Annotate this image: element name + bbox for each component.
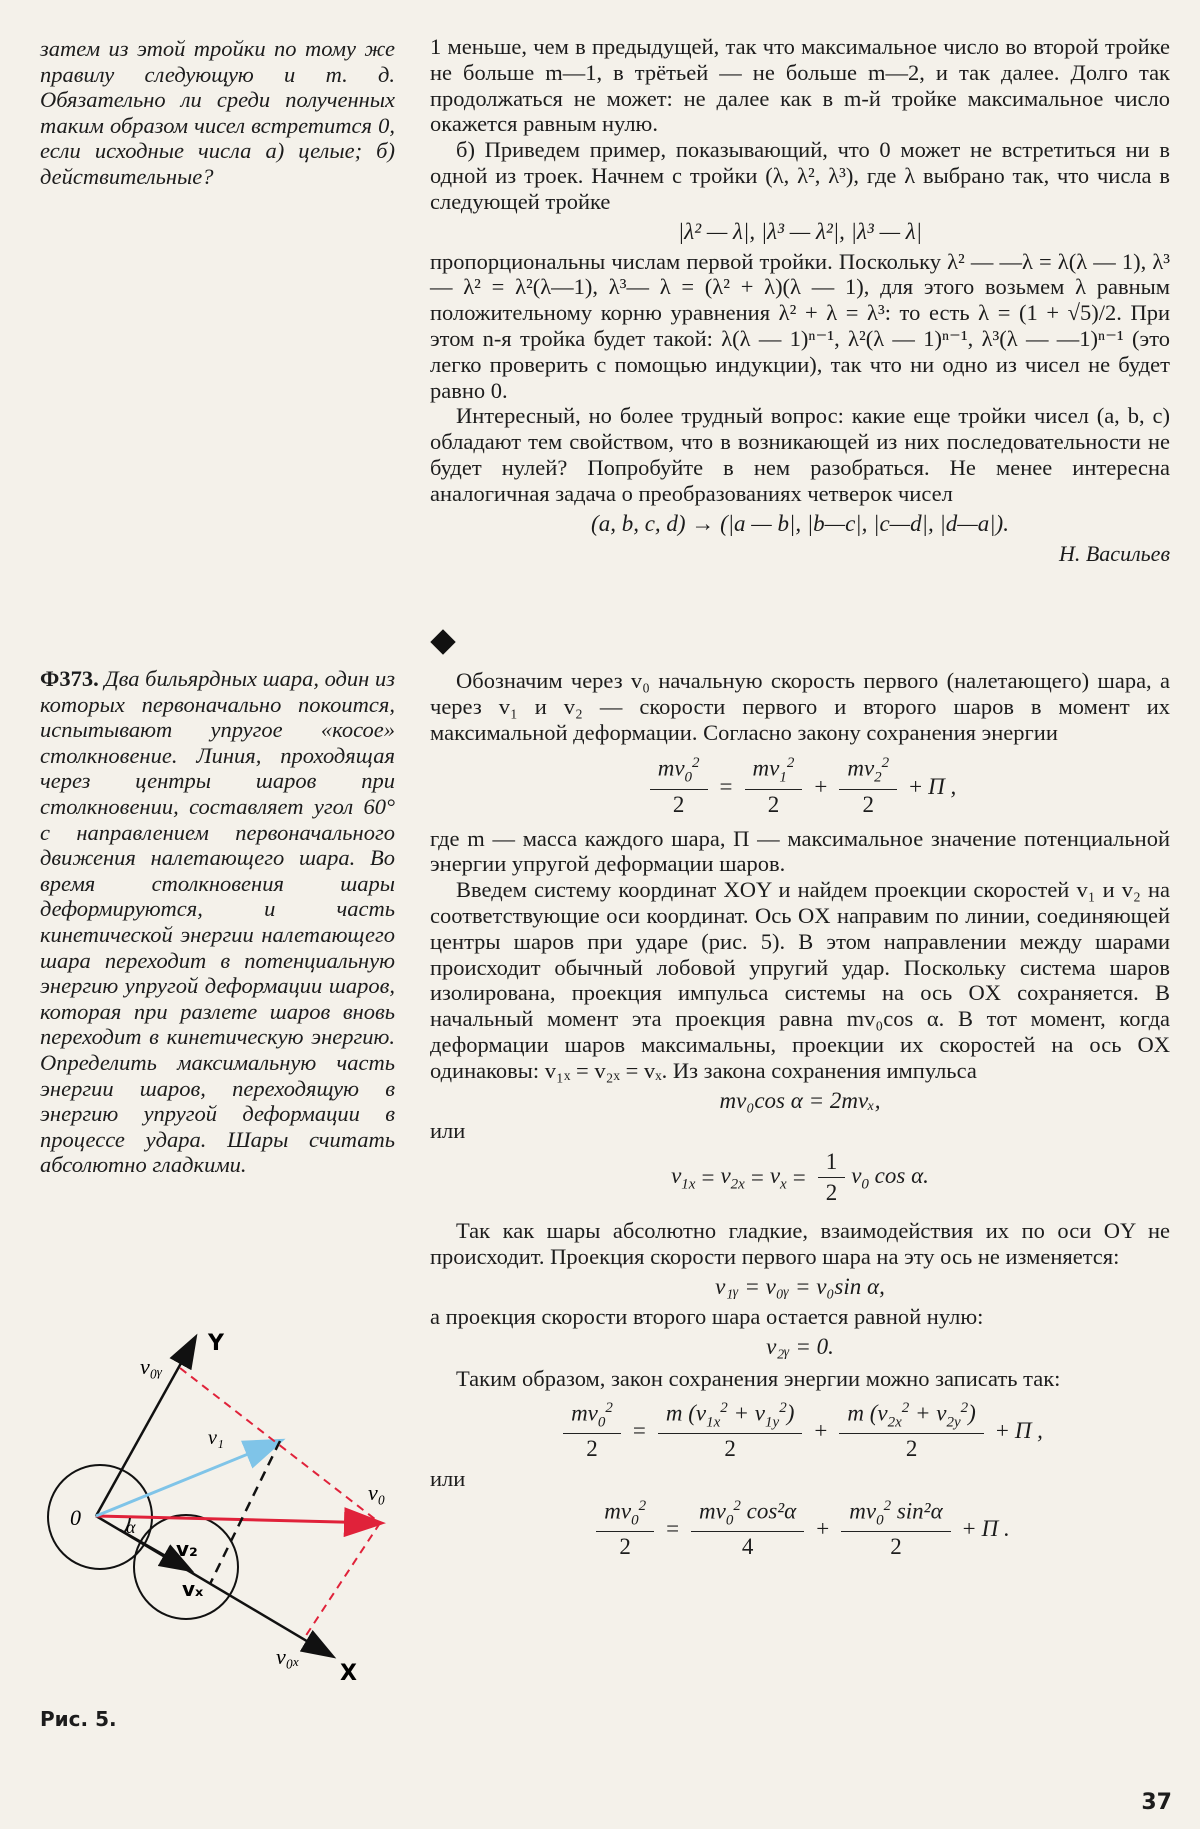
energy-equation-3: $\frac{mv_0^2}{2}$ = $\frac{mv_0^2 \cos^2\alpha}{4}$ + $\frac{mv_0^2 \sin^2\alpha}{2}$ + П . <box>430 1498 1170 1560</box>
v0-vector <box>96 1516 380 1523</box>
label-alpha: α <box>126 1517 136 1537</box>
figure-5 <box>40 1320 410 1700</box>
label-v0y: v₀ᵧ <box>140 1354 163 1379</box>
problem-text: Два бильярдных шара, один из которых первоначально покоится, испытывают упругое «косое» столкновение. Линия, проходящая через центры шаров при столкновении, составляет угол 60° с направлением первоначального движения налетающего шара. Во время столкновения шары деформируются, и часть кинетической энергии налетающего шара переходит в потенциальную энергию упругой деформации шаров, которая при разлете шаров вновь переходит в кинетическую энергию. Определить максимальную часть энергии шаров, переходящую в энергию упругой деформации в процессе удара. Шары считать абсолютно гладкими. <box>40 666 395 1178</box>
formula-quadruple: (a, b, c, d) → (|a — b|, |b—c|, |c—d|, |d—a|). <box>591 510 1009 536</box>
v1-vector <box>96 1441 280 1516</box>
solution-paragraph-1: Обозначим через v₀ начальную скорость первого (налетающего) шара, а через v₁ и v₂ — скорости первого и второго шаров в момент их максимальной деформации. Согласно закону сохранения энергии <box>430 668 1170 745</box>
paragraph-1: 1 меньше, чем в предыдущей, так что максимальное число во второй тройке не больше m—1, в трётьей — не больше m—2, и так далее. Долго так продолжаться не может: не далее как в m-й тройке максимальное число окажется равным нулю. <box>430 34 1170 137</box>
vx-equation: $v_{1x}$ = $v_{2x}$ = $v_x$ = $\frac{1}{2}$ $v_0$ cos α. <box>671 1149 929 1206</box>
v1y-equation: v₁ᵧ = v₀ᵧ = v₀sin α, <box>715 1274 885 1299</box>
section-diamond-icon <box>430 629 455 654</box>
formula-triple: |λ² — λ|, |λ³ — λ²|, |λ³ — λ| <box>677 218 923 244</box>
paragraph-4: Интересный, но более трудный вопрос: какие еще тройки чисел (a, b, c) обладают тем свойством, что в возникающей из них последовательности не будет нулей? Попробуйте в нем разобраться. Не менее интересна аналогичная задача о преобразованиях четверок чисел <box>430 403 1170 506</box>
energy-equation-2: $\frac{mv_0^2}{2}$ = $\frac{m (v_{1x}^2 + v_{1y}^2)}{2}$ + $\frac{m (v_{2x}^2 + v_{2y}^2)}{2}$ + П , <box>430 1400 1170 1462</box>
solution-paragraph-3: Введем систему координат XOY и найдем проекции скоростей v₁ и v₂ на соответствующие оси координат. Ось OX направим по линии, соединяющей центры шаров при ударе (рис. 5). В этом направлении между шарами происходит обычный лобовой упругий удар. Поскольку система шаров изолирована, проекция импульса системы на ось OX сохраняется. В начальный момент эта проекция равна mv₀cos α. В тот момент, когда деформации шаров максимальны, проекции их скоростей на ось OX одинаковы: v₁ₓ = v₂ₓ = vₓ. Из закона сохранения импульса <box>430 877 1170 1083</box>
energy-equation-1: $\frac{mv_0^2}{2}$ = $\frac{mv_1^2}{2}$ + $\frac{mv_2^2}{2}$ + П , <box>430 755 1170 817</box>
label-v2: v₂ <box>176 1537 198 1561</box>
problem-statement-1: затем из этой тройки по тому же правилу следующую и т. д. Обязательно ли среди полученных таким образом чисел встретится 0, если исходные числа а) целые; б) действительные? <box>40 36 395 189</box>
v2y-equation: v₂ᵧ = 0. <box>766 1333 834 1359</box>
page-number: 37 <box>1141 1790 1172 1815</box>
author-signature: Н. Васильев <box>1058 540 1170 566</box>
label-Y: Y <box>208 1331 224 1356</box>
label-X: X <box>340 1661 357 1686</box>
solution-paragraph-4: Так как шары абсолютно гладкие, взаимодействия их по оси OY не происходит. Проекция скорости первого шара на эту ось не изменяется: <box>430 1218 1170 1270</box>
paragraph-3: пропорциональны числам первой тройки. Поскольку λ² — —λ = λ(λ — 1), λ³— λ² = λ²(λ—1), λ³— λ = (λ² + λ)(λ — 1), для этого возьмем λ равным положительному корню уравнения λ² + λ = λ³: то есть λ = (1 + √5)/2. При этом n-я тройка будет такой: λ(λ — 1)ⁿ⁻¹, λ²(λ — 1)ⁿ⁻¹, λ³(λ — —1)ⁿ⁻¹ (это легко проверить с помощью индукции), так что ни одно из чисел не будет равно 0. <box>430 248 1170 403</box>
label-v1: v₁ <box>208 1427 224 1449</box>
solution-paragraph-6: Таким образом, закон сохранения энергии можно записать так: <box>456 1365 1061 1391</box>
word-or-1: или <box>430 1117 466 1143</box>
momentum-equation: mv₀cos α = 2mvₓ, <box>719 1087 881 1113</box>
label-v0x: v₀ₓ <box>276 1644 300 1669</box>
problem-id: Ф373. <box>40 666 99 691</box>
v1-proj-dashed <box>210 1441 280 1584</box>
paragraph-2: б) Приведем пример, показывающий, что 0 может не встретиться ни в одной из троек. Начнем с тройки (λ, λ², λ³), где λ выбрано так, что числа в следующей тройке <box>430 137 1170 214</box>
figure-caption: Рис. 5. <box>40 1707 117 1731</box>
label-vx: vₓ <box>182 1577 204 1601</box>
word-or-2: или <box>430 1465 466 1491</box>
problem-statement-f373 <box>40 666 395 1178</box>
label-O: 0 <box>70 1505 81 1530</box>
label-v0: v₀ <box>368 1480 386 1505</box>
solution-paragraph-5: а проекция скорости второго шара остается равной нулю: <box>430 1304 984 1329</box>
solution-paragraph-2: где m — масса каждого шара, П — максимальное значение потенциальной энергии упругой деформации шаров. <box>430 825 1170 877</box>
v0x-dashed <box>303 1523 380 1640</box>
